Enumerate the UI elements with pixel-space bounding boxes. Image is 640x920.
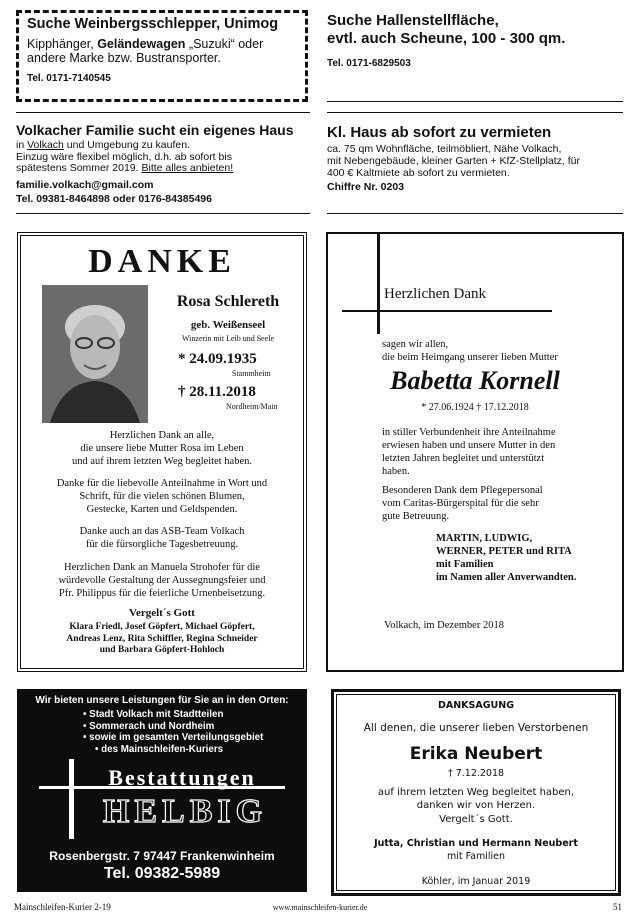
text-line: Gestecke, Karten und Geldspenden. bbox=[86, 504, 238, 515]
ad-phone: Tel. 09381-8464898 oder 0176-84385496 bbox=[16, 192, 212, 205]
list-item: • des Mainschleifen-Kuriers bbox=[83, 744, 263, 756]
ad-body-line: Einzug wäre flexibel möglich, d.h. ab sofort bis bbox=[16, 150, 232, 163]
cross-icon bbox=[342, 310, 552, 312]
ad-body-text: in bbox=[16, 139, 28, 151]
text-line: gute Betreuung. bbox=[382, 511, 450, 522]
text-line: Besonderen Dank dem Pflegepersonal bbox=[382, 485, 543, 496]
ad-familie-sucht-haus bbox=[16, 122, 310, 214]
footer-website[interactable]: www.mainschleifen-kurier.de bbox=[272, 903, 368, 912]
text-line: vom Caritas-Bürgerspital für die sehr bbox=[382, 498, 539, 509]
maiden-name: geb. Weißenseel bbox=[190, 319, 266, 331]
ad-body-underlined: Bitte alles anbieten! bbox=[141, 162, 234, 174]
ad-headline: Kl. Haus ab sofort zu vermieten bbox=[327, 124, 552, 141]
ad-phone: Tel. 0171-7140545 bbox=[27, 73, 111, 84]
ad-phone: Tel. 0171-6829503 bbox=[327, 58, 411, 69]
text-line: mit Familien bbox=[436, 559, 494, 570]
divider bbox=[327, 112, 623, 113]
text-line: letzten Jahren begleitet und unterstützt bbox=[382, 453, 545, 464]
thanks-paragraph bbox=[24, 561, 300, 600]
text-line: Schrift, für die vielen schönen Blumen, bbox=[79, 491, 245, 502]
ad-body bbox=[327, 143, 623, 179]
text-line: Danke auch an das ASB-Team Volkach bbox=[79, 526, 245, 537]
ad-body-line: mit Nebengebäude, kleiner Garten + KfZ-Stellplatz, für bbox=[327, 155, 581, 167]
address: Rosenbergstr. 7 97447 Frankenwinheim bbox=[49, 849, 275, 863]
ad-haus-vermieten bbox=[327, 124, 623, 214]
text-line: haben. bbox=[382, 466, 410, 477]
notice-title: DANKSAGUNG bbox=[437, 700, 514, 711]
deceased-subtitle: Winzerin mit Leib und Seele bbox=[181, 334, 275, 343]
ad-chiffre: Chiffre Nr. 0203 bbox=[327, 181, 405, 193]
text-line: danken wir von Herzen. bbox=[416, 800, 536, 811]
ad-body-text: und Umgebung zu kaufen. bbox=[63, 139, 190, 151]
text-line: Klara Friedl, Josef Göpfert, Michael Göpfert, bbox=[69, 622, 255, 632]
closing-phrase: Vergelt´s Gott bbox=[129, 607, 195, 619]
brand-line-2: HELBIG bbox=[102, 793, 268, 830]
danke-notice bbox=[17, 232, 307, 672]
ad-body-bold: Geländewagen bbox=[97, 37, 186, 51]
text-line: im Namen aller Anverwandten. bbox=[436, 572, 577, 583]
birth-date: * 24.09.1935 bbox=[178, 351, 257, 367]
danksagung-notice bbox=[331, 689, 621, 896]
text-line: Herzlichen Dank an Manuela Strohofer für die bbox=[64, 562, 260, 573]
ad-weinbergsschlepper bbox=[16, 10, 308, 102]
text-line: erwiesen haben und unsere Mutter in den bbox=[382, 440, 556, 451]
ad-body-underlined: Volkach bbox=[27, 139, 64, 151]
divider bbox=[16, 112, 310, 113]
signers-family: mit Familien bbox=[446, 851, 506, 862]
ad-body bbox=[27, 37, 297, 65]
portrait-image bbox=[42, 285, 148, 423]
closing-phrase: Vergelt´s Gott. bbox=[439, 814, 513, 825]
ad-body-text: „Suzuki“ oder andere Marke bzw. Bustransporter. bbox=[27, 37, 264, 65]
text-line: und auf ihrem letzten Weg begleitet haben. bbox=[71, 456, 253, 467]
intro-text bbox=[382, 338, 558, 364]
place-date: Volkach, im Dezember 2018 bbox=[384, 620, 504, 631]
portrait-photo bbox=[42, 285, 148, 423]
thanks-paragraph bbox=[24, 477, 300, 516]
text-line: würdevolle Gestaltung der Aussegnungsfeier und bbox=[58, 575, 266, 586]
ad-headline-line: evtl. auch Scheune, 100 - 300 qm. bbox=[327, 30, 566, 47]
death-place: Nordheim/Main bbox=[226, 402, 278, 411]
thanks-paragraph bbox=[334, 786, 618, 812]
ad-body-line: 400 € Kaltmiete ab sofort zu vermieten. bbox=[327, 167, 510, 179]
text-line: Danke für die liebevolle Anteilnahme in Wort und bbox=[56, 478, 268, 489]
ad-headline bbox=[327, 12, 623, 48]
thanks-paragraph bbox=[382, 426, 556, 478]
footer-publication: Mainschleifen-Kurier 2-19 bbox=[14, 902, 111, 912]
death-date: † 28.11.2018 bbox=[178, 384, 256, 400]
thanks-paragraph bbox=[24, 429, 300, 468]
location-list bbox=[83, 709, 263, 755]
ad-body-text: Kipphänger, bbox=[27, 37, 98, 51]
notice-title: Herzlichen Dank bbox=[384, 286, 487, 302]
ad-intro: Wir bieten unsere Leistungen für Sie an in den Orten: bbox=[35, 695, 289, 706]
ad-body-text: spätestens Sommer 2019. bbox=[16, 162, 142, 174]
ad-headline: Suche Weinbergsschlepper, Unimog bbox=[27, 16, 279, 32]
brand-line-1: Bestattungen bbox=[108, 765, 256, 790]
family-names bbox=[24, 622, 300, 657]
ad-phone: Tel. 09382-5989 bbox=[103, 865, 221, 882]
ad-headline-line: Suche Hallenstellfläche, bbox=[327, 12, 499, 29]
list-item: • Stadt Volkach mit Stadtteilen bbox=[83, 709, 263, 721]
text-line: Pfr. Philippus für die feierliche Urnenbeisetzung. bbox=[58, 588, 266, 599]
text-line: für die fürsorgliche Tagesbetreuung. bbox=[85, 539, 239, 550]
life-dates: * 27.06.1924 † 17.12.2018 bbox=[421, 402, 529, 413]
thanks-paragraph bbox=[382, 484, 543, 523]
page-number: 51 bbox=[613, 902, 622, 912]
ad-hallenstellflaeche bbox=[327, 12, 623, 102]
text-line: die unsere liebe Mutter Rosa im Leben bbox=[80, 443, 244, 454]
text-line: und Barbara Göpfert-Hohloch bbox=[99, 645, 225, 655]
deceased-name: Erika Neubert bbox=[409, 744, 543, 764]
death-date: † 7.12.2018 bbox=[447, 768, 505, 779]
cross-icon bbox=[377, 234, 380, 334]
intro-text: All denen, die unserer lieben Verstorbenen bbox=[363, 722, 589, 734]
birth-place: Stammheim bbox=[232, 369, 271, 378]
herzlichen-dank-notice bbox=[326, 232, 624, 672]
bestattungen-helbig-ad bbox=[17, 689, 307, 892]
signers: Jutta, Christian und Hermann Neubert bbox=[374, 838, 578, 849]
text-line: Andreas Lenz, Rita Schiffler, Regina Schneider bbox=[66, 633, 258, 644]
place-date: Köhler, im Januar 2019 bbox=[421, 876, 531, 887]
list-item: • sowie im gesamten Verteilungsgebiet bbox=[83, 732, 263, 744]
list-item: • Sommerach und Nordheim bbox=[83, 721, 263, 733]
text-line: in stiller Verbundenheit ihre Anteilnahme bbox=[382, 427, 556, 438]
deceased-name: Rosa Schlereth bbox=[176, 293, 280, 310]
ad-email[interactable]: familie.volkach@gmail.com bbox=[16, 178, 154, 191]
ad-body bbox=[16, 140, 310, 175]
signature-block bbox=[436, 532, 576, 584]
text-line: MARTIN, LUDWIG, bbox=[436, 533, 533, 544]
notice-title: DANKE bbox=[88, 243, 236, 280]
ad-body-line: ca. 75 qm Wohnfläche, teilmöbliert, Nähe Volkach, bbox=[327, 143, 562, 155]
ad-headline: Volkacher Familie sucht ein eigenes Haus bbox=[16, 122, 294, 138]
text-line: die beim Heimgang unserer lieben Mutter bbox=[382, 352, 558, 363]
thanks-paragraph bbox=[24, 525, 300, 551]
text-line: auf ihrem letzten Weg begleitet haben, bbox=[377, 787, 575, 798]
text-line: sagen wir allen, bbox=[382, 339, 449, 350]
text-line: Herzlichen Dank an alle, bbox=[109, 430, 215, 441]
text-line: WERNER, PETER und RITA bbox=[436, 546, 572, 557]
deceased-name: Babetta Kornell bbox=[390, 366, 560, 395]
